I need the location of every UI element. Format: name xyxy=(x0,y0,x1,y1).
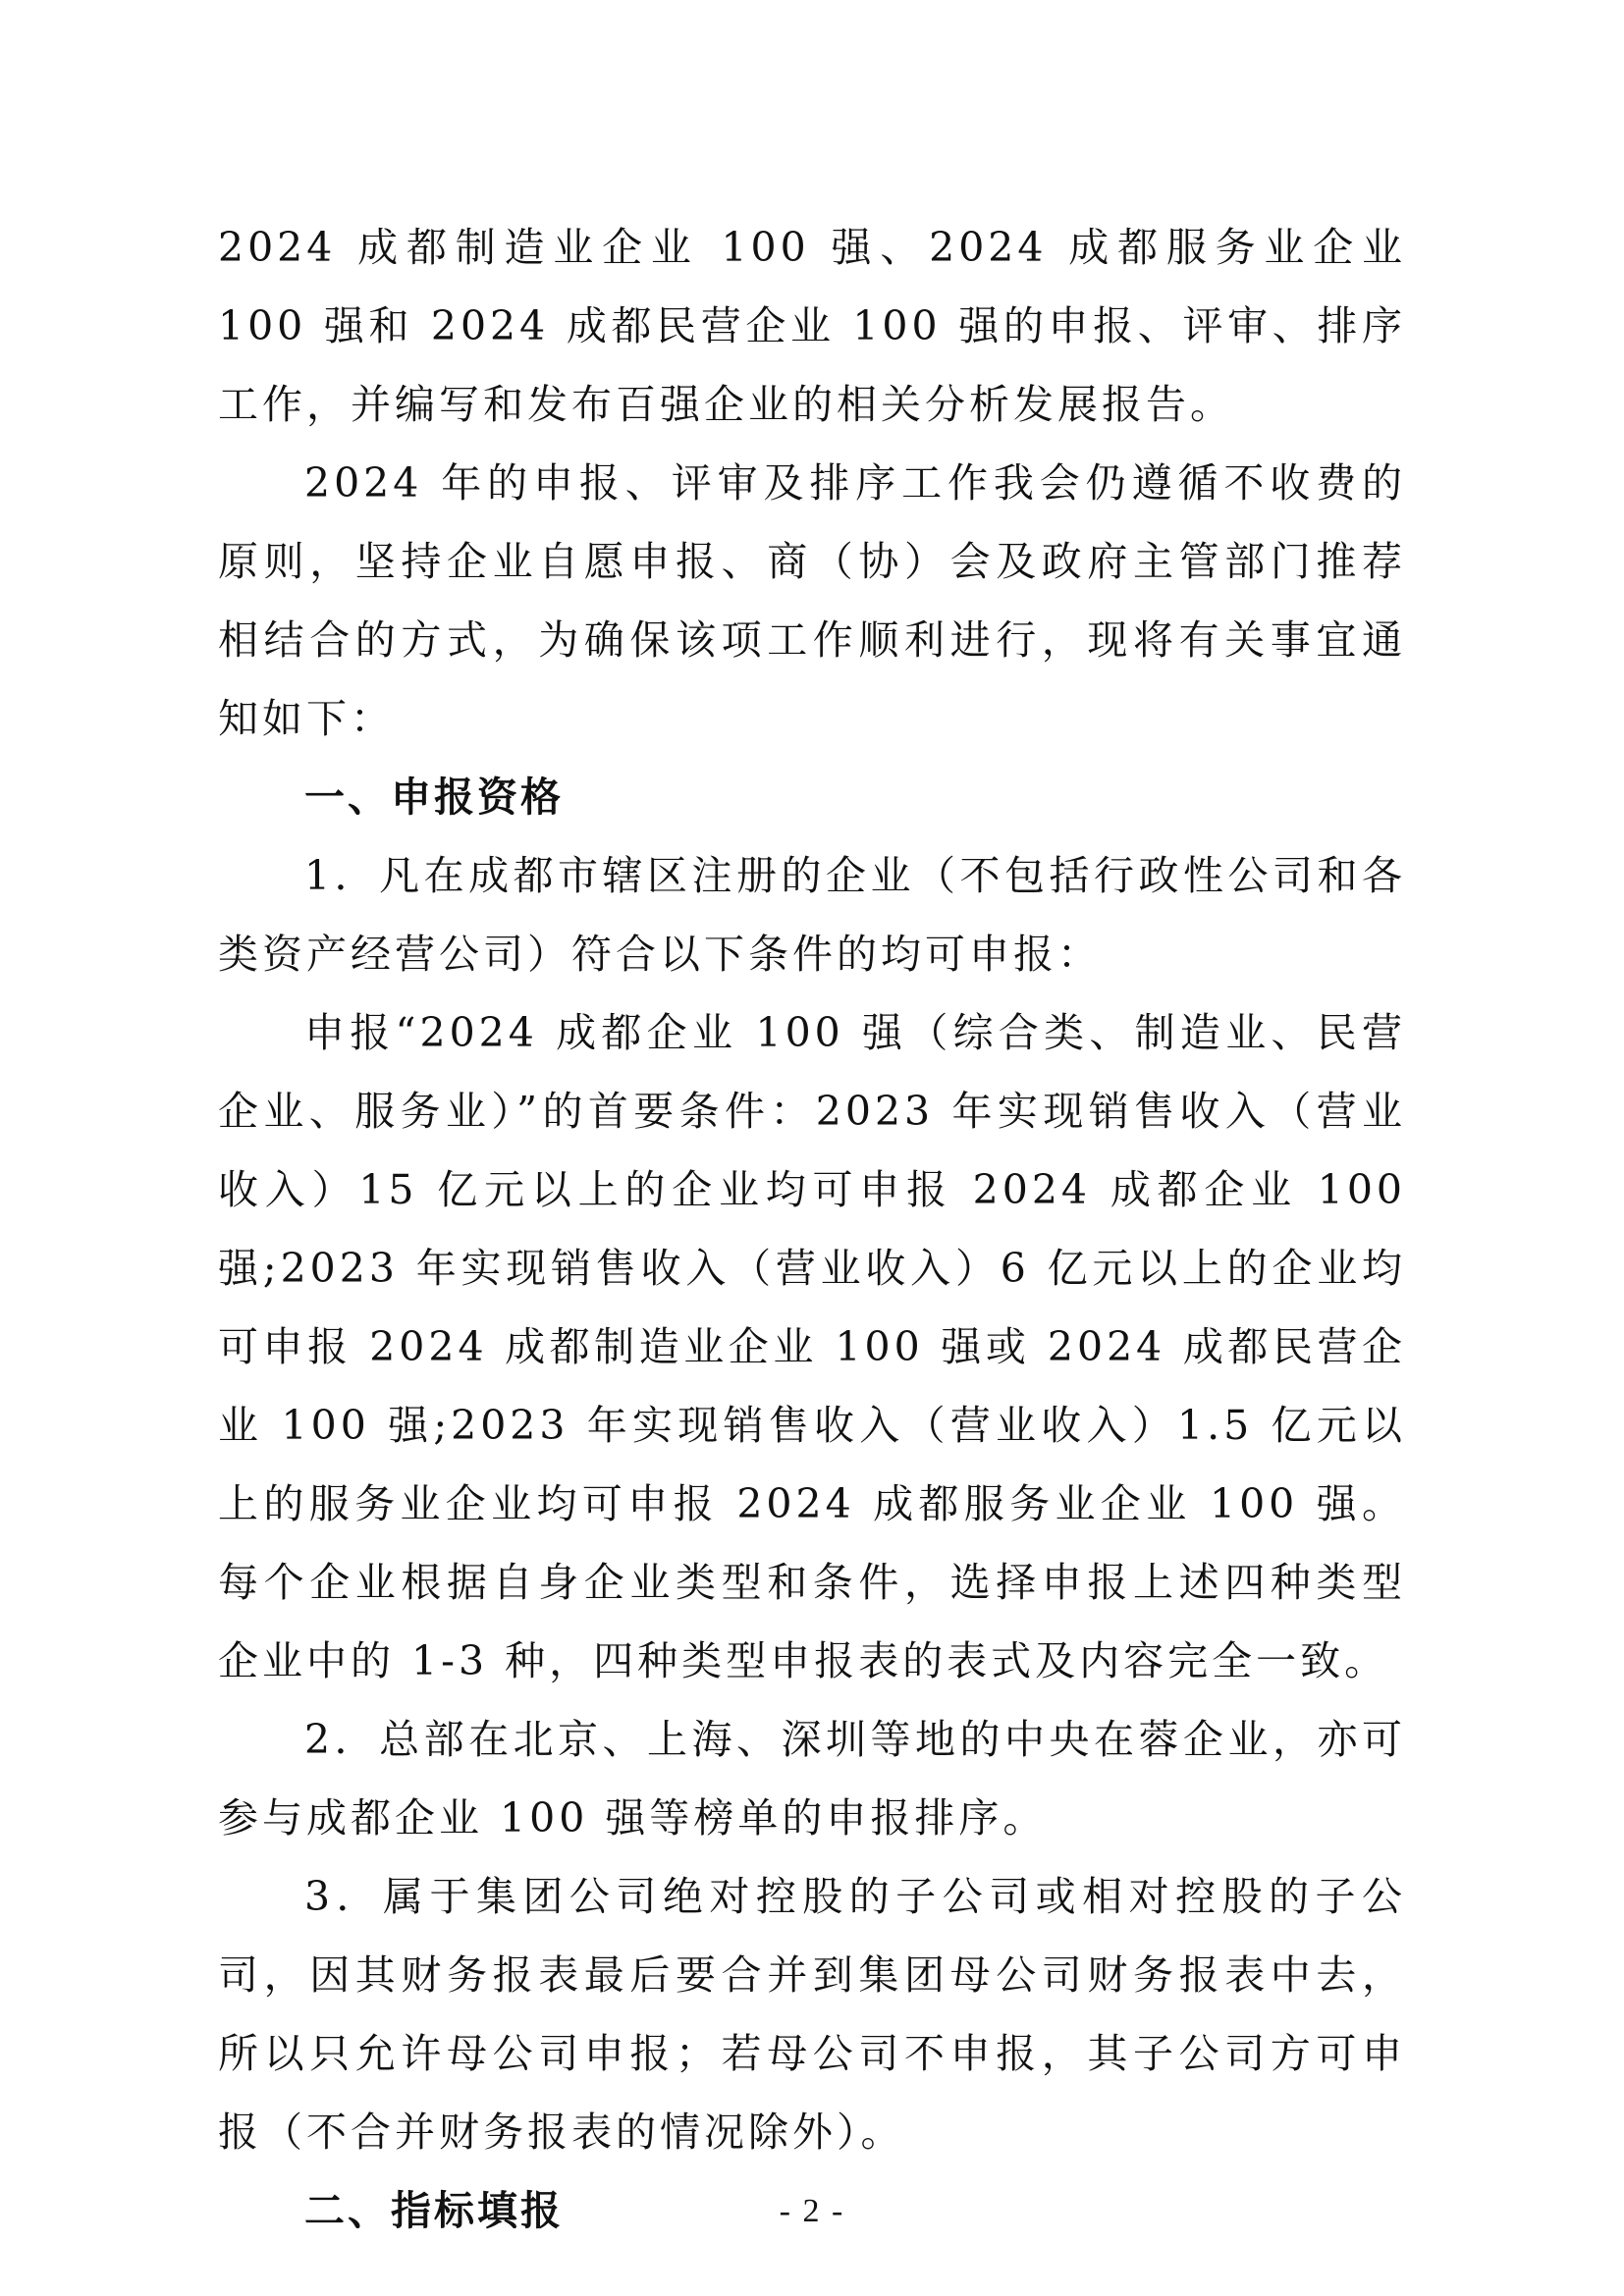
paragraph-item-3: 3．属于集团公司绝对控股的子公司或相对控股的子公司，因其财务报表最后要合并到集团母公司财务报表中去，所以只允许母公司申报；若母公司不申报，其子公司方可申报（不合并财务报表的情况除外）。 xyxy=(218,1873,1406,2156)
paragraph-notice-principle: 2024 年的申报、评审及排序工作我会仍遵循不收费的原则，坚持企业自愿申报、商（协）会及政府主管部门推荐相结合的方式，为确保该项工作顺利进行，现将有关事宜通知如下： xyxy=(218,459,1406,742)
paragraph-primary-conditions: 申报“2024 成都企业 100 强（综合类、制造业、民营企业、服务业）”的首要条件：2023 年实现销售收入（营业收入）15 亿元以上的企业均可申报 2024 成都企业 100 强;2023 年实现销售收入（营业收入）6 亿元以上的企业均可申报 2024 成都制造业企业 100 强或 2024 成都民营企业 100 强;2023 年实现销售收入（营业收入）1.5 亿元以上的服务业企业均可申报 2024 成都服务业企业 100 强。每个企业根据自身企业类型和条件，选择申报上述四种类型企业中的 1-3 种，四种类型申报表的表式及内容完全一致。 xyxy=(218,1009,1406,1684)
section-heading-eligibility: 一、申报资格 xyxy=(304,774,564,821)
paragraph-continued-intro: 2024 成都制造业企业 100 强、2024 成都服务业企业 100 强和 2024 成都民营企业 100 强的申报、评审、排序工作，并编写和发布百强企业的相关分析发展报告。 xyxy=(218,224,1406,428)
document-body xyxy=(218,208,1406,2250)
section-heading-indicators: 二、指标填报 xyxy=(304,2187,564,2234)
paragraph-item-1: 1．凡在成都市辖区注册的企业（不包括行政性公司和各类资产经营公司）符合以下条件的均可申报： xyxy=(218,852,1406,978)
page-number: - 2 - xyxy=(779,2193,845,2229)
paragraph-item-2: 2．总部在北京、上海、深圳等地的中央在蓉企业，亦可参与成都企业 100 强等榜单的申报排序。 xyxy=(218,1716,1406,1842)
